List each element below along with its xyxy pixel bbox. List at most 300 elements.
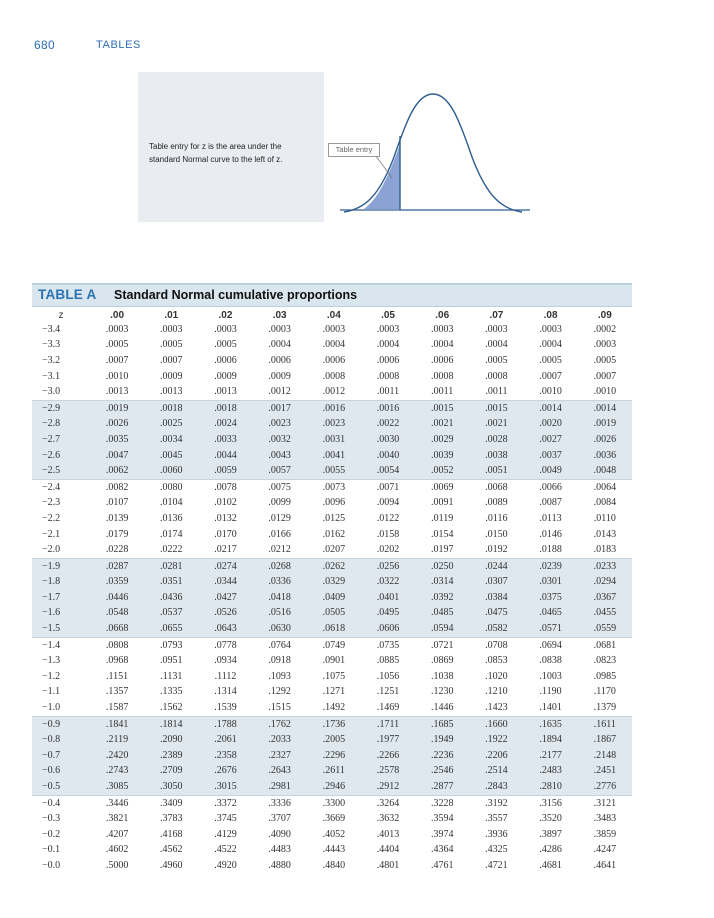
proportion-cell: .0052 [415,463,469,479]
table-row [32,353,632,369]
proportion-cell: .4840 [322,859,346,871]
proportion-cell: .0793 [144,637,198,653]
proportion-cell: .0047 [90,448,144,464]
proportion-cell: .0307 [469,575,523,591]
proportion-cell: .1788 [198,716,252,732]
proportion-cell: .1210 [485,686,508,698]
proportion-cell: .2709 [144,764,198,780]
z-column-header: z [58,309,64,321]
proportion-cell: .0004 [485,339,508,351]
proportion-cell: .0107 [105,497,129,509]
proportion-cell: .0192 [485,544,508,556]
proportion-cell: .0244 [469,558,523,574]
proportion-cell: .2420 [90,748,144,764]
proportion-cell: .0465 [524,606,578,622]
proportion-cell: .1003 [539,670,562,682]
table-row [32,575,632,591]
table-row [32,637,632,653]
z-value-cell: −2.0 [42,544,61,556]
proportion-cell: .3783 [160,813,183,825]
proportion-cell: .0014 [578,400,632,416]
z-value-cell: −0.2 [42,828,61,840]
proportion-cell: .4364 [430,844,454,856]
proportion-cell: .0274 [198,558,252,574]
proportion-cell: .0017 [253,400,307,416]
proportion-cell: .4247 [593,844,617,856]
table-label: TABLE A [38,287,97,302]
proportion-cell: .0008 [376,370,400,382]
z-value-cell: −0.9 [32,716,90,732]
table-row [32,322,632,338]
proportion-cell: .2296 [307,748,361,764]
proportion-cell: .0618 [307,621,361,637]
proportion-cell: .0015 [469,400,523,416]
proportion-cell: .2877 [415,779,469,795]
z-value-cell: −3.3 [42,339,61,351]
proportion-cell: .0094 [376,497,400,509]
proportion-cell: .0044 [198,448,252,464]
proportion-cell: .2676 [198,764,252,780]
section-name: TABLES [96,39,141,51]
proportion-cell: .0021 [415,417,469,433]
proportion-cell: .0006 [322,354,346,366]
proportion-cell: .4286 [539,844,562,856]
proportion-cell: .0495 [361,606,415,622]
proportion-cell: .4013 [376,828,400,840]
proportion-cell: .0129 [268,512,291,524]
proportion-cell: .0012 [268,386,291,398]
proportion-cell: .0021 [469,417,523,433]
proportion-cell: .0823 [593,655,617,667]
proportion-cell: .0019 [578,417,632,433]
proportion-cell: .3936 [485,828,508,840]
table-row [32,669,632,685]
z-value-cell: −2.9 [32,400,90,416]
table-row [32,527,632,543]
figure-caption-line-2: standard Normal curve to the left of z. [149,155,283,164]
proportion-cell: .4443 [322,844,346,856]
table-row [32,606,632,622]
table-row [32,843,632,859]
proportion-cell: .4522 [214,844,237,856]
proportion-cell: .1736 [307,716,361,732]
proportion-cell: .3300 [307,795,361,811]
proportion-cell: .4681 [539,859,562,871]
proportion-cell: .0113 [539,512,562,524]
proportion-cell: .0764 [253,637,307,653]
proportion-cell: .4562 [160,844,183,856]
z-value-cell: −2.5 [32,463,90,479]
proportion-cell: .0694 [524,637,578,653]
table-row [32,496,632,512]
table-row [32,732,632,748]
proportion-cell: .3594 [430,813,454,825]
proportion-cell: .2810 [524,779,578,795]
proportion-cell: .0005 [160,339,183,351]
proportion-cell: .2266 [361,748,415,764]
table-title: Standard Normal cumulative proportions [114,288,358,302]
proportion-cell: .0808 [90,637,144,653]
proportion-cell: .3897 [539,828,562,840]
proportion-cell: .0006 [268,354,291,366]
proportion-cell: .0023 [253,417,307,433]
proportion-cell: .0091 [430,497,454,509]
table-row [32,653,632,669]
proportion-cell: .0084 [593,497,617,509]
column-header: .08 [543,309,558,321]
proportion-cell: .2236 [415,748,469,764]
proportion-cell: .0099 [268,497,291,509]
proportion-cell: .0233 [578,558,632,574]
proportion-cell: .0060 [144,463,198,479]
proportion-cell: .1867 [578,732,632,748]
proportion-cell: .0003 [160,323,183,335]
proportion-cell: .0183 [593,544,617,556]
proportion-cell: .1635 [524,716,578,732]
proportion-cell: .0023 [307,417,361,433]
proportion-cell: .4090 [268,828,291,840]
proportion-cell: .1292 [268,686,291,698]
proportion-cell: .0116 [485,512,508,524]
proportion-cell: .4602 [105,844,129,856]
column-header-row [32,308,632,322]
proportion-cell: .3745 [214,813,237,825]
page-number: 680 [34,38,55,52]
table-row [32,827,632,843]
proportion-cell: .0080 [144,479,198,495]
proportion-cell: .2514 [469,764,523,780]
proportion-cell: .0778 [198,637,252,653]
proportion-cell: .0016 [361,400,415,416]
table-row [32,795,632,811]
proportion-cell: .3050 [144,779,198,795]
proportion-cell: .0526 [198,606,252,622]
proportion-cell: .0089 [485,497,508,509]
proportion-cell: .1922 [469,732,523,748]
proportion-cell: .1251 [376,686,400,698]
proportion-cell: .0030 [361,432,415,448]
proportion-cell: .0708 [469,637,523,653]
proportion-cell: .0559 [578,621,632,637]
proportion-cell: .0136 [160,512,183,524]
proportion-cell: .1515 [268,702,291,714]
z-value-cell: −2.3 [42,497,61,509]
proportion-cell: .1190 [539,686,562,698]
proportion-cell: .0409 [307,590,361,606]
proportion-cell: .0003 [539,323,562,335]
proportion-cell: .0073 [307,479,361,495]
proportion-cell: .3085 [90,779,144,795]
proportion-cell: .0006 [430,354,454,366]
proportion-cell: .0022 [361,417,415,433]
proportion-cell: .4404 [376,844,400,856]
z-value-cell: −1.3 [42,655,61,667]
proportion-cell: .3264 [361,795,415,811]
table-row [32,338,632,354]
proportion-cell: .0985 [593,670,617,682]
proportion-cell: .1401 [539,702,562,714]
proportion-cell: .0102 [214,497,237,509]
proportion-cell: .0256 [361,558,415,574]
proportion-cell: .0006 [376,354,400,366]
proportion-cell: .0122 [376,512,400,524]
proportion-cell: .0125 [322,512,346,524]
proportion-cell: .2148 [578,748,632,764]
proportion-cell: .0009 [214,370,237,382]
proportion-cell: .4880 [268,859,291,871]
proportion-cell: .1314 [214,686,237,698]
table-entry-label: Table entry [328,143,380,157]
proportion-cell: .0013 [105,386,129,398]
proportion-cell: .2451 [578,764,632,780]
proportion-cell: .1492 [322,702,346,714]
z-value-cell: −3.0 [42,386,61,398]
proportion-cell: .0162 [322,528,346,540]
proportion-cell: .0336 [253,575,307,591]
proportion-cell: .4641 [593,859,617,871]
proportion-cell: .1038 [430,670,454,682]
proportion-cell: .0329 [307,575,361,591]
proportion-cell: .0375 [524,590,578,606]
proportion-cell: .1357 [105,686,129,698]
proportion-cell: .0455 [578,606,632,622]
proportion-cell: .3859 [593,828,617,840]
proportion-cell: .0188 [539,544,562,556]
proportion-cell: .0582 [469,621,523,637]
proportion-cell: .0006 [214,354,237,366]
proportion-cell: .4801 [376,859,400,871]
proportion-cell: .0170 [214,528,237,540]
proportion-cell: .0119 [431,512,454,524]
proportion-cell: .0008 [485,370,508,382]
proportion-cell: .0901 [322,655,346,667]
proportion-cell: .0026 [90,417,144,433]
proportion-cell: .0026 [578,432,632,448]
proportion-cell: .0010 [539,386,562,398]
proportion-cell: .0025 [144,417,198,433]
proportion-cell: .0681 [578,637,632,653]
normal-curve-figure [138,72,548,222]
proportion-cell: .0031 [307,432,361,448]
proportion-cell: .0174 [160,528,183,540]
z-value-cell: −1.8 [32,575,90,591]
proportion-cell: .0051 [469,463,523,479]
proportion-cell: .0005 [593,354,617,366]
proportion-cell: .0011 [376,386,400,398]
proportion-cell: .0049 [524,463,578,479]
proportion-cell: .0059 [198,463,252,479]
proportion-cell: .2776 [578,779,632,795]
proportion-cell: .0446 [90,590,144,606]
proportion-cell: .0005 [214,339,237,351]
z-value-cell: −1.6 [32,606,90,622]
proportion-cell: .0024 [198,417,252,433]
proportion-cell: .0005 [105,339,129,351]
proportion-cell: .0014 [524,400,578,416]
proportion-cell: .3015 [198,779,252,795]
proportion-cell: .3520 [539,813,562,825]
proportion-cell: .0048 [578,463,632,479]
proportion-cell: .4168 [160,828,183,840]
proportion-cell: .3372 [198,795,252,811]
proportion-cell: .0322 [361,575,415,591]
proportion-cell: .0033 [198,432,252,448]
proportion-cell: .0222 [160,544,183,556]
proportion-cell: .0036 [578,448,632,464]
proportion-cell: .2327 [253,748,307,764]
proportion-cell: .1230 [430,686,454,698]
proportion-cell: .0003 [376,323,400,335]
proportion-cell: .0071 [361,479,415,495]
proportion-cell: .0027 [524,432,578,448]
table-row [32,448,632,464]
z-value-cell: −0.1 [42,844,61,856]
proportion-cell: .0143 [593,528,617,540]
z-value-cell: −0.6 [32,764,90,780]
proportion-cell: .1075 [322,670,346,682]
proportion-cell: .1685 [415,716,469,732]
proportion-cell: .0301 [524,575,578,591]
proportion-cell: .0013 [160,386,183,398]
proportion-cell: .3821 [105,813,129,825]
figure-caption-line-1: Table entry for z is the area under the [149,142,282,151]
proportion-cell: .1131 [160,670,183,682]
proportion-cell: .0068 [469,479,523,495]
proportion-cell: .0239 [524,558,578,574]
proportion-cell: .1711 [361,716,415,732]
proportion-cell: .2119 [90,732,144,748]
proportion-cell: .0359 [90,575,144,591]
proportion-cell: .2946 [307,779,361,795]
column-header: .00 [110,309,125,321]
proportion-cell: .0004 [376,339,400,351]
proportion-cell: .0516 [253,606,307,622]
proportion-cell: .0032 [253,432,307,448]
proportion-cell: .0069 [415,479,469,495]
proportion-cell: .1814 [144,716,198,732]
proportion-cell: .0012 [322,386,346,398]
proportion-cell: .0078 [198,479,252,495]
proportion-cell: .0019 [90,400,144,416]
proportion-cell: .0003 [485,323,508,335]
proportion-cell: .0392 [415,590,469,606]
proportion-cell: .0158 [376,528,400,540]
z-value-cell: −0.3 [42,813,61,825]
proportion-cell: .0082 [90,479,144,495]
proportion-cell: .0004 [539,339,562,351]
proportion-cell: .2546 [415,764,469,780]
proportion-cell: .1949 [415,732,469,748]
proportion-cell: .4920 [214,859,237,871]
proportion-cell: .0367 [578,590,632,606]
proportion-cell: .0104 [160,497,183,509]
proportion-cell: .0075 [253,479,307,495]
proportion-cell: .0002 [593,323,617,335]
proportion-cell: .0004 [430,339,454,351]
proportion-cell: .2005 [307,732,361,748]
proportion-cell: .1977 [361,732,415,748]
proportion-cell: .4129 [214,828,237,840]
proportion-cell: .0003 [322,323,346,335]
proportion-cell: .0055 [307,463,361,479]
z-value-cell: −1.5 [32,621,90,637]
table-title-bar [32,283,632,307]
proportion-cell: .3974 [430,828,454,840]
proportion-cell: .1587 [105,702,129,714]
proportion-cell: .1112 [214,670,237,682]
table-row [32,400,632,416]
proportion-cell: .3669 [322,813,346,825]
proportion-cell: .0537 [144,606,198,622]
proportion-cell: .4052 [322,828,346,840]
z-value-cell: −1.7 [32,590,90,606]
proportion-cell: .3707 [268,813,291,825]
proportion-cell: .0007 [593,370,617,382]
table-row [32,811,632,827]
column-header: .05 [381,309,395,321]
table-row [32,764,632,780]
proportion-cell: .0034 [144,432,198,448]
proportion-cell: .5000 [105,859,129,871]
z-value-cell: −2.6 [32,448,90,464]
proportion-cell: .1335 [160,686,183,698]
z-value-cell: −2.4 [32,479,90,495]
proportion-cell: .0035 [90,432,144,448]
proportion-cell: .1762 [253,716,307,732]
proportion-cell: .0401 [361,590,415,606]
proportion-cell: .2578 [361,764,415,780]
proportion-cell: .0064 [578,479,632,495]
proportion-cell: .0721 [415,637,469,653]
proportion-cell: .3121 [578,795,632,811]
proportion-cell: .1469 [376,702,400,714]
proportion-cell: .3632 [376,813,400,825]
proportion-cell: .4325 [485,844,508,856]
z-value-cell: −3.2 [42,354,61,366]
normal-table [32,308,632,874]
proportion-cell: .0475 [469,606,523,622]
z-value-cell: −0.4 [32,795,90,811]
proportion-cell: .0037 [524,448,578,464]
table-row [32,511,632,527]
proportion-cell: .1562 [160,702,183,714]
column-header: .02 [218,309,233,321]
proportion-cell: .0005 [485,354,508,366]
proportion-cell: .0217 [214,544,237,556]
proportion-cell: .0150 [485,528,508,540]
proportion-cell: .0202 [376,544,400,556]
proportion-cell: .0146 [539,528,562,540]
proportion-cell: .0007 [105,354,129,366]
proportion-cell: .0139 [105,512,129,524]
proportion-cell: .1611 [578,716,632,732]
proportion-cell: .1093 [268,670,291,682]
proportion-cell: .0869 [430,655,454,667]
proportion-cell: .0268 [253,558,307,574]
proportion-cell: .0166 [268,528,291,540]
proportion-cell: .0029 [415,432,469,448]
proportion-cell: .0344 [198,575,252,591]
proportion-cell: .3156 [524,795,578,811]
proportion-cell: .0968 [105,655,129,667]
proportion-cell: .0011 [485,386,508,398]
table-row [32,590,632,606]
table-row [32,716,632,732]
proportion-cell: .2177 [524,748,578,764]
column-header: .03 [272,309,287,321]
proportion-cell: .0087 [539,497,562,509]
proportion-cell: .0154 [430,528,454,540]
